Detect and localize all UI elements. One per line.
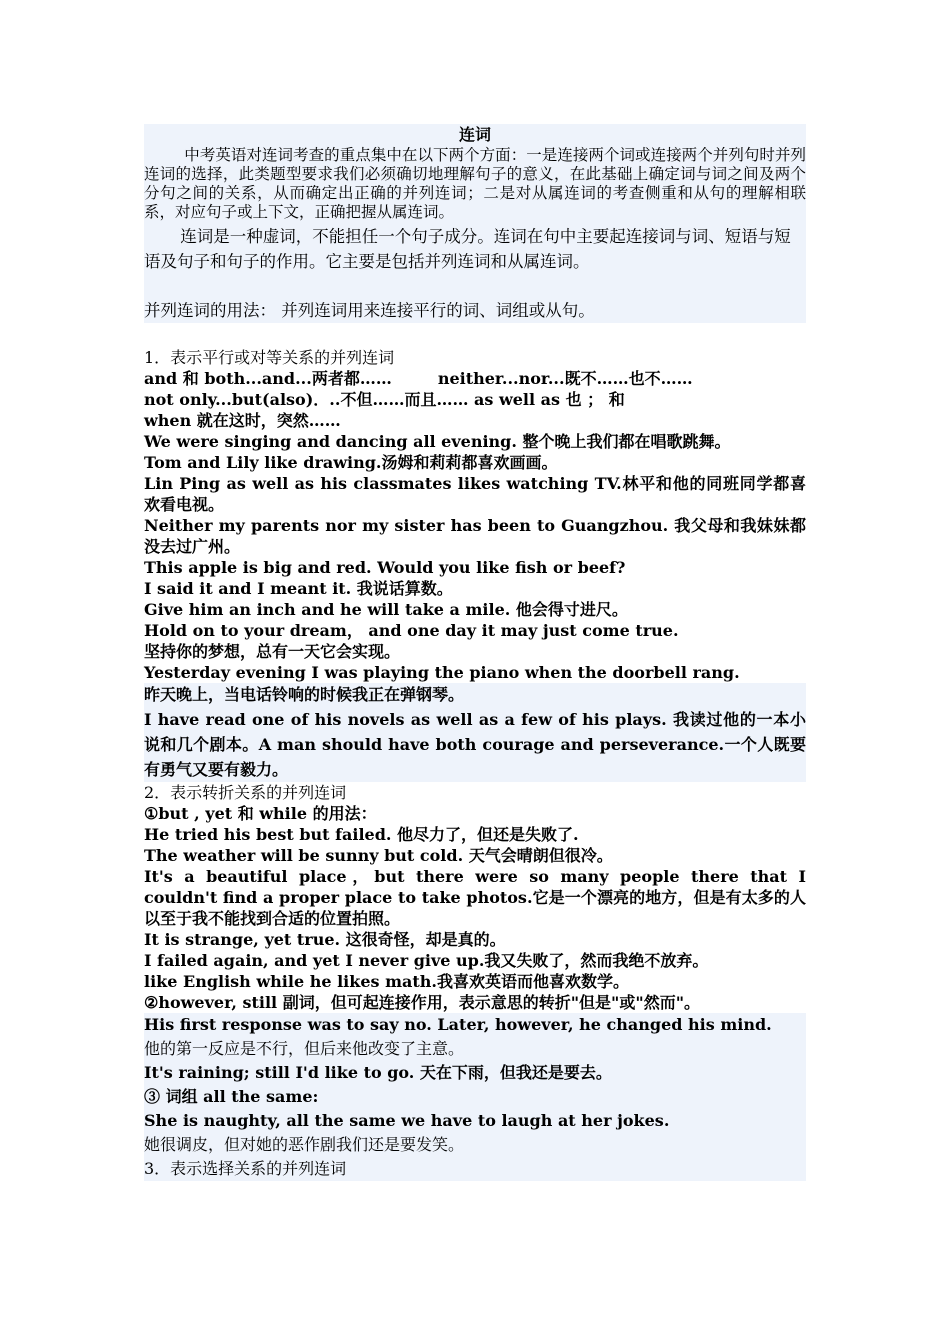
spacer xyxy=(144,323,806,347)
conj-row-2: not only...but(also)．..不但……而且…… as well as 也 ； 和 xyxy=(144,390,625,409)
example-sentence: She is naughty, all the same we have to laugh at her jokes. xyxy=(144,1111,670,1130)
conj-row-1 xyxy=(144,368,806,389)
conj-row-3: when 就在这时，突然…… xyxy=(144,411,341,430)
intro-paragraph-2: 连词是一种虚词，不能担任一个句子成分。连词在句中主要起连接词与词、短语与短语及句子和句子的作用。它主要是包括并列连词和从属连词。 xyxy=(144,227,791,271)
spacer xyxy=(144,274,806,298)
example-sentence: Neither my parents nor my sister has been to Guangzhou. 我父母和我妹妹都没去过广州。 xyxy=(144,516,806,556)
example-translation: 坚持你的梦想，总有一天它会实现。 xyxy=(144,642,401,661)
example-sentence: The weather will be sunny but cold. 天气会晴朗但很冷。 xyxy=(144,846,613,865)
intro-paragraph-1: 中考英语对连词考查的重点集中在以下两个方面：一是连接两个词或连接两个并列句时并列连词的选择，此类题型要求我们必须确切地理解句子的意义，在此基础上确定词与词之间及两个分句之间的关系，从而确定出正确的并列连词；二是对从属连词的考查侧重和从句的理解相联系，对应句子或上下文，正确把握从属连词。 xyxy=(144,146,806,221)
example-translation: 他的第一反应是不行，但后来他改变了主意。 xyxy=(144,1039,465,1058)
conj-neither-nor: neither...nor...既不……也不…… xyxy=(437,369,693,388)
example-sentence: It is strange, yet true. 这很奇怪，却是真的。 xyxy=(144,930,506,949)
section-2 xyxy=(144,782,806,1181)
subheading: ②however, still 副词，但可起连接作用，表示意思的转折"但是"或"然而"。 xyxy=(144,993,701,1012)
example-sentence: It's a beautiful place，but there were so many people there that I couldn't find a proper place to take photos.它是一个漂亮的地方，但是有太多的人以至于我不能找到合适的位置拍照。 xyxy=(144,867,806,928)
shaded-block-1 xyxy=(144,683,806,782)
coord-usage-line: 并列连词的用法： 并列连词用来连接平行的词、词组或从句。 xyxy=(144,301,595,320)
intro-text xyxy=(144,146,806,222)
example-sentence: We were singing and dancing all evening. 整个晚上我们都在唱歌跳舞。 xyxy=(144,432,731,451)
example-sentence: It's raining; still I'd like to go. 天在下雨，但我还是要去。 xyxy=(144,1063,612,1082)
example-sentence: Hold on to your dream， and one day it may just come true. xyxy=(144,621,679,640)
example-sentence: I said it and I meant it. 我说话算数。 xyxy=(144,579,453,598)
section-1 xyxy=(144,347,806,782)
example-sentence: like English while he likes math.我喜欢英语而他喜欢数学。 xyxy=(144,972,629,991)
page-title: 连词 xyxy=(458,125,491,144)
section-2-heading: 2．表示转折关系的并列连词 xyxy=(144,783,347,802)
example-sentence: Give him an inch and he will take a mile. 他会得寸进尺。 xyxy=(144,600,628,619)
example-translation: 昨天晚上，当电话铃响的时候我正在弹钢琴。 xyxy=(144,685,465,704)
conj-and-both: and 和 both...and...两者都…… xyxy=(144,369,392,388)
shaded-block-2 xyxy=(144,1013,806,1181)
example-sentence: His first response was to say no. Later, however, he changed his mind. xyxy=(144,1015,772,1034)
example-sentence: Tom and Lily like drawing.汤姆和莉莉都喜欢画画。 xyxy=(144,453,558,472)
example-sentence: Yesterday evening I was playing the piano when the doorbell rang. xyxy=(144,663,740,682)
document-page xyxy=(144,124,806,1181)
example-sentence: He tried his best but failed. 他尽力了，但还是失败了. xyxy=(144,825,579,844)
subheading: ①but , yet 和 while 的用法： xyxy=(144,804,377,823)
section-3-heading: 3．表示选择关系的并列连词 xyxy=(144,1159,347,1178)
example-sentence: I have read one of his novels as well as a few of his plays. 我读过他的一本小说和几个剧本。A man should have both courage and perseverance.一个人既要有勇气又要有毅力。 xyxy=(144,710,806,779)
intro-block xyxy=(144,124,806,323)
example-sentence: I failed again, and yet I never give up.我又失败了，然而我绝不放弃。 xyxy=(144,951,709,970)
example-sentence: Lin Ping as well as his classmates likes watching TV.林平和他的同班同学都喜欢看电视。 xyxy=(144,474,806,514)
example-sentence: This apple is big and red. Would you like fish or beef? xyxy=(144,558,626,577)
section-1-heading: 1．表示平行或对等关系的并列连词 xyxy=(144,348,395,367)
example-translation: 她很调皮，但对她的恶作剧我们还是要发笑。 xyxy=(144,1135,465,1154)
subheading: ③ 词组 all the same: xyxy=(144,1087,319,1106)
